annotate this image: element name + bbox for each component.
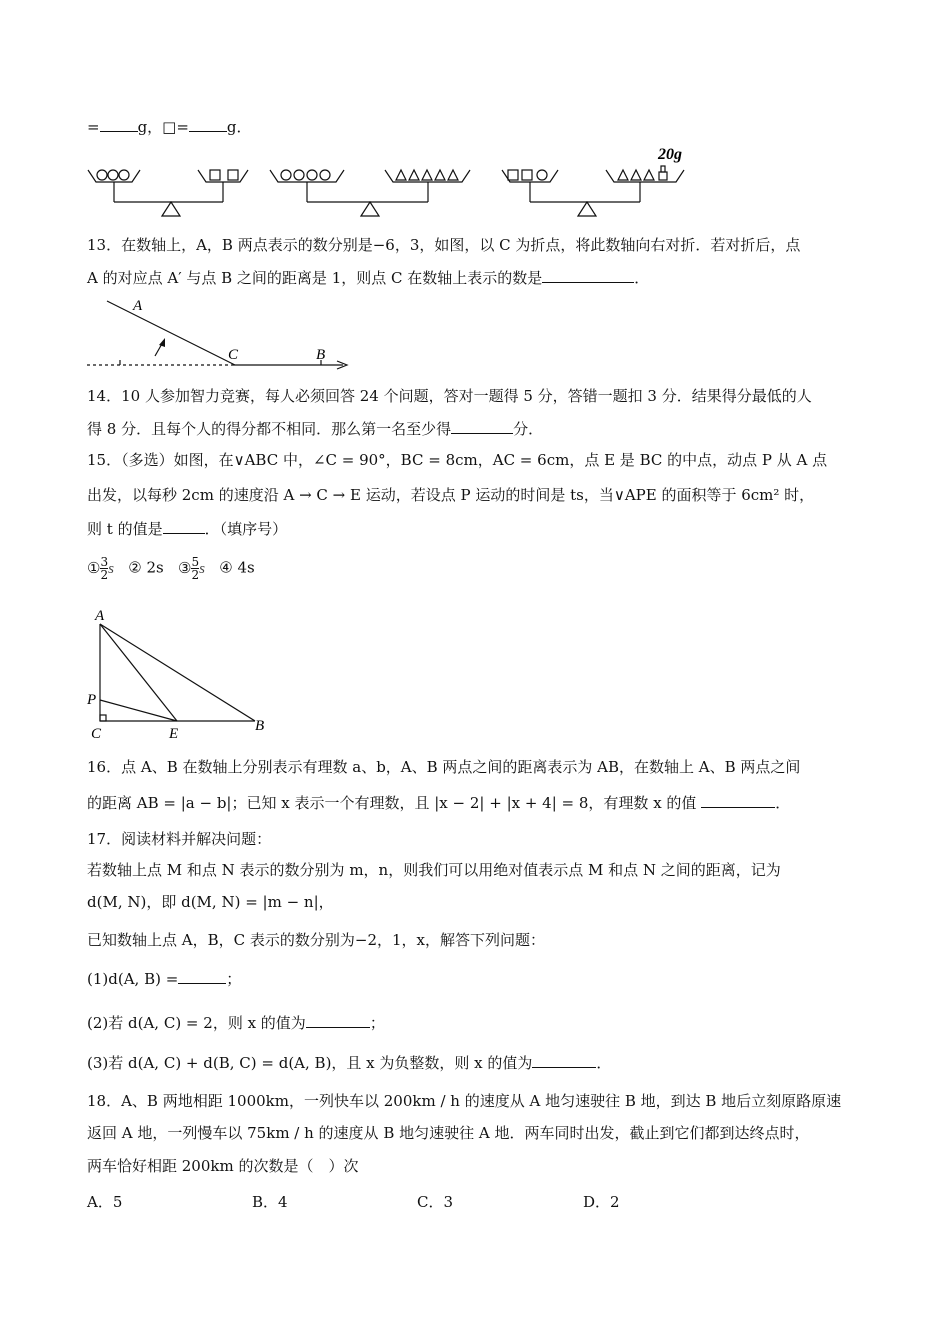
q17-title: 17．阅读材料并解决问题： [87,830,272,848]
fold-arrow-icon [159,338,165,347]
answer-blank[interactable] [100,116,138,132]
q18-option-d[interactable]: D．2 [583,1193,620,1211]
label-a: A [133,298,143,314]
label-a: A [95,608,105,624]
answer-blank[interactable] [189,116,227,132]
q15-line2: 出发，以每秒 2cm 的速度沿 A → C → E 运动，若设点 P 运动的时间是 ts，当∨APE 的面积等于 6cm² 时， [87,486,815,504]
q14-line2: 得 8 分．且每个人的得分都不相同．那么第一名至少得 分． [87,420,544,438]
option-2[interactable]: ② 2s [128,558,164,577]
label-c: C [91,726,102,742]
label-b: B [255,718,265,734]
q13-line2: A 的对应点 A′ 与点 B 之间的距离是 1，则点 C 在数轴上表示的数是 ． [87,269,650,287]
answer-blank[interactable] [163,518,205,534]
q18-option-b[interactable]: B．4 [252,1193,288,1211]
q14-line1: 14．10 人参加智力竞赛，每人必须回答 24 个问题，答对一题得 5 分，答错一题扣 3 分．结果得分最低的人 [87,387,812,405]
balance-scales-figure [80,140,720,222]
option-4[interactable]: ④ 4s [219,558,255,577]
q18-option-c[interactable]: C．3 [417,1193,454,1211]
q15-triangle-figure [85,606,275,741]
q18-option-a[interactable]: A．5 [87,1193,123,1211]
answer-blank[interactable] [451,418,513,434]
q18-line1: 18．A、B 两地相距 1000km，一列快车以 200km / h 的速度从 A 地匀速驶往 B 地，到达 B 地后立刻原路原速 [87,1092,842,1110]
weight-label: 20g [658,146,682,163]
q15-options [87,556,255,581]
answer-blank[interactable] [542,267,634,283]
answer-line-weights: = g，□= g． [87,118,252,136]
q18-line3: 两车恰好相距 200km 的次数是（ ）次 [87,1157,359,1175]
q17-part2: (2)若 d(A, C) = 2，则 x 的值为 ； [87,1014,385,1032]
q17-part3: (3)若 d(A, C) + d(B, C) = d(A, B)，且 x 为负整数，则 x 的值为 ． [87,1054,612,1072]
q13-number-line-figure [85,294,355,374]
label-b: B [316,347,326,363]
q17-line1: 若数轴上点 M 和点 N 表示的数分别为 m，n，则我们可以用绝对值表示点 M 和点 N 之间的距离，记为 [87,861,781,879]
q15-line3: 则 t 的值是 ．（填序号） [87,520,288,538]
answer-blank[interactable] [178,968,226,984]
option-3[interactable]: ③ $\frac{5}{2}$ s [178,555,205,582]
q13-line1: 13．在数轴上，A，B 两点表示的数分别是−6，3，如图，以 C 为折点，将此数轴向右对折．若对折后，点 [87,236,801,254]
q17-line3: 已知数轴上点 A，B，C 表示的数分别为−2，1，x，解答下列问题： [87,931,545,949]
option-1[interactable]: ① $\frac{3}{2}$ s [87,555,114,582]
q18-line2: 返回 A 地，一列慢车以 75km / h 的速度从 B 地匀速驶往 A 地．两车同时出发，截止到它们都到达终点时， [87,1124,810,1142]
label-p: P [87,692,97,708]
q17-part1: (1)d(A, B) = ； [87,970,242,988]
label-c: C [228,347,239,363]
q15-line1: 15．（多选）如图，在∨ABC 中，∠C = 90°，BC = 8cm，AC = 6cm，点 E 是 BC 的中点，动点 P 从 A 点 [87,451,828,469]
answer-blank[interactable] [306,1012,370,1028]
answer-blank[interactable] [701,792,775,808]
q17-line2: d(M, N)，即 d(M, N) = |m − n|， [87,893,334,911]
answer-blank[interactable] [532,1052,596,1068]
q16-line1: 16．点 A、B 在数轴上分别表示有理数 a、b，A、B 两点之间的距离表示为 AB，在数轴上 A、B 两点之间 [87,758,801,776]
q16-line2: 的距离 AB = |a − b|；已知 x 表示一个有理数，且 |x − 2| + |x + 4| = 8，有理数 x 的值 ． [87,794,791,812]
label-e: E [169,726,179,742]
